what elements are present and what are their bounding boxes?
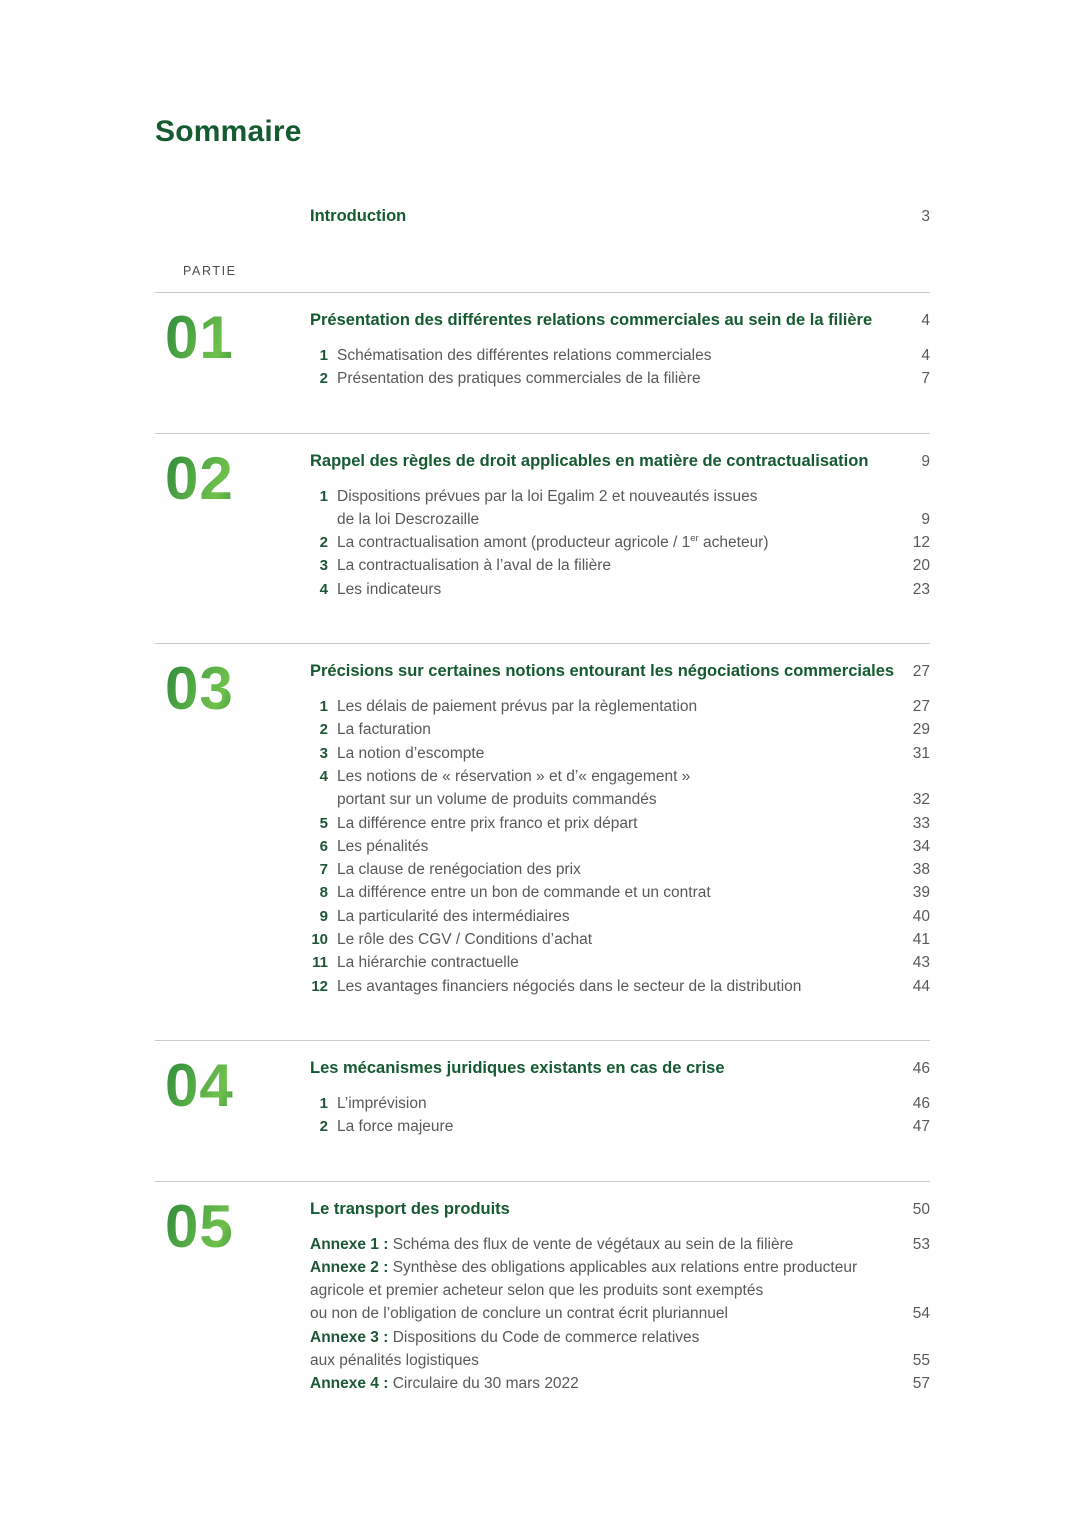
item-label: Schématisation des différentes relations commerciales (337, 347, 712, 364)
page-number: 41 (912, 931, 930, 949)
superscript-er: er (690, 533, 699, 545)
item-number: 5 (319, 814, 328, 832)
item-number: 2 (319, 370, 328, 388)
section-number: 05 (165, 1198, 310, 1255)
item-number: 4 (319, 767, 328, 785)
toc-item (310, 367, 930, 390)
toc-item (310, 812, 930, 835)
toc-item (310, 951, 930, 974)
item-label: La contractualisation amont (producteur agricole / 1er acheteur) (337, 533, 769, 552)
page-number: 7 (921, 370, 930, 388)
section-title-row (310, 660, 930, 683)
item-label: portant sur un volume de produits commandés (337, 791, 657, 809)
item-number: 6 (319, 837, 328, 855)
page-number: 43 (912, 954, 930, 972)
section-title: Rappel des règles de droit applicables en matière de contractualisation (310, 451, 869, 470)
item-label: La contractualisation à l’aval de la filière (337, 557, 611, 575)
annexe-label: Annexe 3 : (310, 1328, 389, 1346)
annexe-row-continuation (310, 1349, 930, 1372)
page-number: 29 (912, 721, 930, 739)
annexe-text: Dispositions du Code de commerce relatives (388, 1328, 700, 1346)
item-label: La différence entre prix franco et prix départ (337, 814, 638, 832)
toc-item (310, 718, 930, 741)
item-number: 3 (319, 557, 328, 575)
toc-item (310, 975, 930, 998)
annexe-text: ou non de l’obligation de conclure un contrat écrit pluriannuel (310, 1305, 728, 1323)
page-number: 4 (921, 347, 930, 364)
introduction-label: Introduction (310, 207, 407, 225)
toc-item (310, 554, 930, 577)
section-number: 03 (165, 660, 310, 717)
toc-item-continuation (310, 788, 930, 811)
annexe-row (310, 1233, 930, 1256)
annexe-label: Annexe 4 : (310, 1375, 389, 1393)
item-label: L’imprévision (337, 1094, 427, 1112)
item-label: La notion d’escompte (337, 744, 485, 762)
toc-section-01 (155, 292, 930, 433)
item-number: 10 (311, 931, 328, 949)
section-number-column (155, 655, 310, 998)
item-number: 2 (319, 1118, 328, 1136)
section-title-row (310, 309, 930, 332)
item-number: 2 (319, 534, 328, 552)
toc-section-05 (155, 1181, 930, 1396)
page-title: Sommaire (155, 115, 302, 148)
section-number: 04 (165, 1057, 310, 1114)
item-number: 1 (319, 1094, 328, 1112)
item-number: 2 (319, 721, 328, 739)
toc-section-03 (155, 643, 930, 1040)
item-number: 9 (319, 907, 328, 925)
page-number: 3 (921, 208, 930, 225)
page-number: 9 (921, 452, 930, 470)
annexes-list (310, 1233, 930, 1396)
page-number: 47 (912, 1118, 930, 1136)
annexe-row (310, 1326, 930, 1349)
toc-item (310, 695, 930, 718)
page-number: 55 (912, 1352, 930, 1370)
section-number-column (155, 444, 310, 601)
item-number: 4 (319, 580, 328, 598)
section-title: Le transport des produits (310, 1199, 510, 1218)
item-label: Les avantages financiers négociés dans le secteur de la distribution (337, 977, 802, 995)
toc-item (310, 835, 930, 858)
item-label: de la loi Descrozaille (337, 510, 480, 528)
toc-item (310, 742, 930, 765)
toc-item (310, 485, 930, 508)
toc-entry-introduction (310, 207, 930, 226)
item-label: La clause de renégociation des prix (337, 861, 581, 879)
toc-item (310, 1115, 930, 1138)
toc-item (310, 928, 930, 951)
item-label: Les indicateurs (337, 580, 442, 598)
section-title: Présentation des différentes relations commerciales au sein de la filière (310, 311, 873, 329)
item-label: La différence entre un bon de commande et un contrat (337, 884, 711, 902)
annexe-text: Schéma des flux de vente de végétaux au sein de la filière (388, 1235, 794, 1253)
page-number: 4 (921, 312, 930, 329)
item-label: La facturation (337, 721, 431, 739)
toc-item (310, 344, 930, 367)
annexe-text: agricole et premier acheteur selon que les produits sont exemptés (310, 1282, 764, 1300)
item-number: 8 (319, 884, 328, 902)
section-number-column (155, 304, 310, 391)
partie-label: PARTIE (183, 264, 237, 278)
item-label: Les délais de paiement prévus par la règlementation (337, 698, 698, 716)
item-label: Les notions de « réservation » et d’« engagement » (337, 767, 691, 785)
item-number: 3 (319, 744, 328, 762)
item-number: 1 (319, 698, 328, 716)
item-label: Présentation des pratiques commerciales de la filière (337, 370, 701, 388)
item-number: 1 (319, 487, 328, 505)
annexe-row-continuation (310, 1279, 930, 1302)
page-number: 23 (912, 580, 930, 598)
page-number: 53 (912, 1235, 930, 1253)
toc-item (310, 858, 930, 881)
section-number: 02 (165, 450, 310, 507)
toc-item (310, 1092, 930, 1115)
item-label: La force majeure (337, 1118, 454, 1136)
page-number: 46 (912, 1059, 930, 1077)
page-number: 57 (912, 1375, 930, 1393)
toc-section-02 (155, 433, 930, 643)
annexe-label: Annexe 1 : (310, 1235, 389, 1253)
toc-section-04 (155, 1040, 930, 1181)
section-number-column (155, 1192, 310, 1396)
page-number: 34 (912, 837, 930, 855)
page-number: 12 (912, 534, 930, 552)
item-label: Dispositions prévues par la loi Egalim 2 et nouveautés issues (337, 487, 758, 505)
annexe-text: aux pénalités logistiques (310, 1352, 479, 1370)
page-number: 20 (912, 557, 930, 575)
page-number: 32 (912, 791, 930, 809)
page-number: 31 (912, 744, 930, 762)
page-number: 54 (912, 1305, 930, 1323)
page-number: 33 (912, 814, 930, 832)
section-title-row (310, 1057, 930, 1080)
item-label: La hiérarchie contractuelle (337, 954, 519, 972)
annexe-row (310, 1372, 930, 1395)
page-number: 40 (912, 907, 930, 925)
annexe-row (310, 1256, 930, 1279)
item-number: 7 (319, 861, 328, 879)
page-number: 9 (921, 510, 930, 528)
item-number: 12 (311, 977, 328, 995)
page-number: 50 (912, 1200, 930, 1218)
page-number: 27 (912, 663, 930, 681)
page-number: 38 (912, 861, 930, 879)
page-number: 27 (912, 698, 930, 716)
section-title-row (310, 450, 930, 473)
section-number-column (155, 1051, 310, 1139)
toc-item-continuation (310, 508, 930, 531)
section-title: Précisions sur certaines notions entourant les négociations commerciales (310, 662, 895, 681)
page-number: 39 (912, 884, 930, 902)
section-number: 01 (165, 309, 310, 366)
item-label: Les pénalités (337, 837, 429, 855)
section-title-row (310, 1198, 930, 1221)
page-number: 44 (912, 977, 930, 995)
toc-item (310, 881, 930, 904)
section-title: Les mécanismes juridiques existants en cas de crise (310, 1058, 725, 1077)
annexe-label: Annexe 2 : (310, 1258, 389, 1276)
toc-item (310, 765, 930, 788)
page-number: 46 (912, 1094, 930, 1112)
item-label: Le rôle des CGV / Conditions d’achat (337, 931, 593, 949)
annexe-row-continuation (310, 1302, 930, 1325)
annexe-text: Synthèse des obligations applicables aux relations entre producteur (388, 1258, 858, 1276)
toc-item (310, 905, 930, 928)
toc-item (310, 578, 930, 601)
toc-item (310, 531, 930, 554)
item-label: La particularité des intermédiaires (337, 907, 570, 925)
item-number: 11 (312, 954, 328, 972)
item-number: 1 (319, 347, 328, 364)
annexe-text: Circulaire du 30 mars 2022 (388, 1375, 579, 1393)
